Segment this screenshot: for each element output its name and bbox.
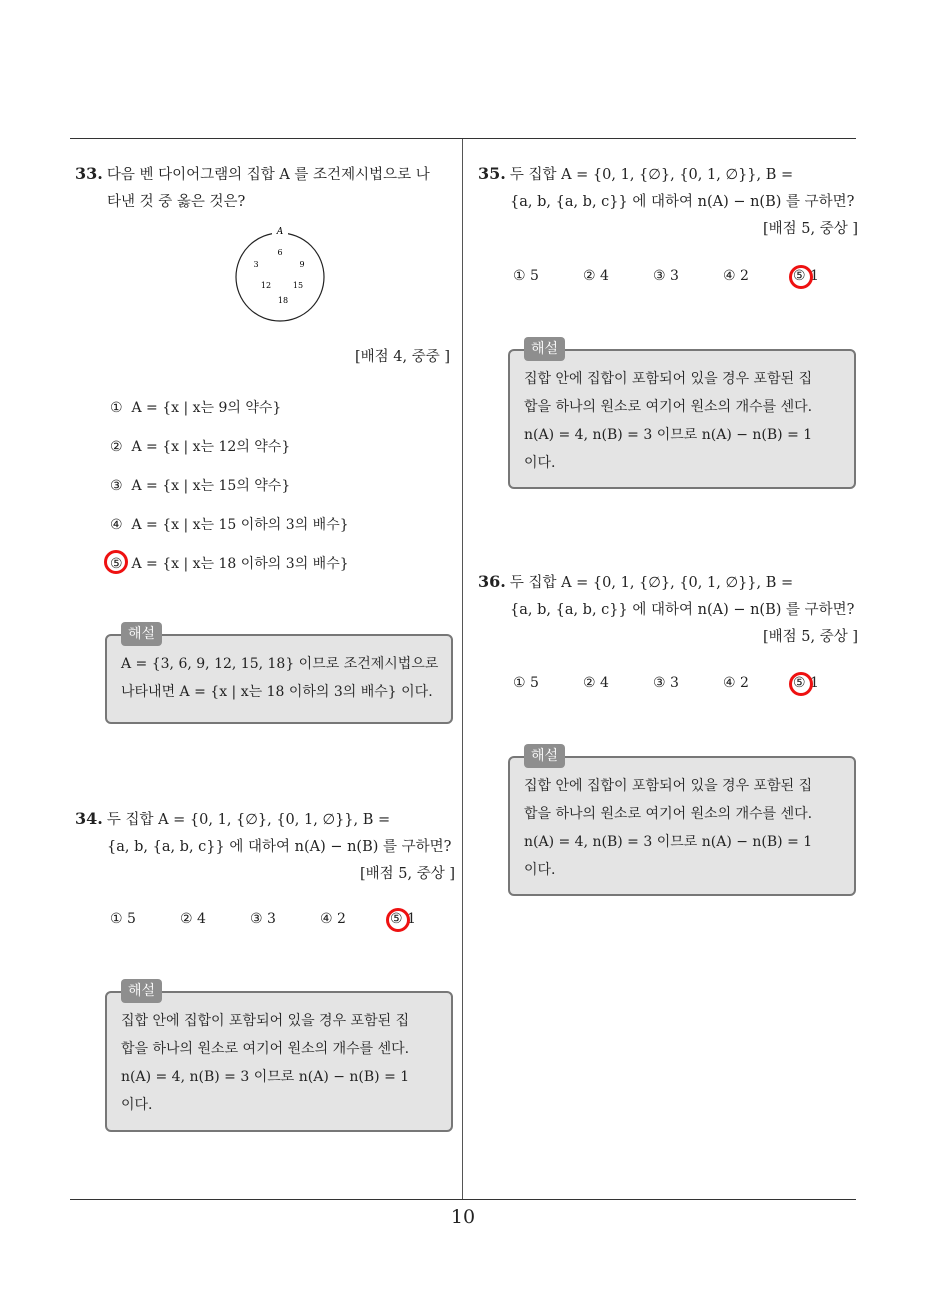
choice-mark: ⑤ [390,911,403,927]
venn-element: 15 [292,281,304,290]
top-rule [70,138,856,139]
choice-2[interactable] [180,911,250,927]
choice-mark: ② [583,675,596,691]
page-number: 10 [450,1206,476,1228]
solution-line: 이다. [524,862,556,878]
choice-mark: ③ [250,911,263,927]
solution-line: 이다. [121,1097,153,1113]
venn-set-circle [236,233,324,321]
choice-4[interactable] [110,515,450,554]
choice-4[interactable] [723,268,793,284]
question-number: 34. [75,809,103,828]
solution-line: 집합 안에 집합이 포함되어 있을 경우 포함된 집 [524,371,813,387]
choice-text: 3 [267,911,276,927]
question-stem-continued: {a, b, {a, b, c}} 에 대하여 n(A) − n(B) 를 구하면? [107,839,452,855]
choice-mark: ① [513,675,526,691]
score-difficulty: [배점 5, 중상 ] [762,221,858,237]
solution-tag: 해설 [524,337,565,361]
solution-box-36 [508,748,856,896]
solution-tag: 해설 [121,622,162,646]
solution-tag: 해설 [121,979,162,1003]
choice-1[interactable] [513,268,583,284]
score-difficulty: [배점 5, 중상 ] [359,866,455,882]
question-number: 33. [75,164,103,183]
solution-box-33 [105,626,453,724]
choice-mark: ④ [723,675,736,691]
choice-mark: ⑤ [793,675,806,691]
answer-circle-mark [104,550,128,574]
choice-mark: ④ [110,517,123,533]
column-divider [462,139,463,1199]
choice-mark: ③ [110,478,123,494]
question-stem: 다음 벤 다이어그램의 집합 A 를 조건제시법으로 나 [106,167,430,183]
choice-mark: ② [180,911,193,927]
venn-element: 9 [299,260,305,269]
choice-mark: ① [110,911,123,927]
choice-4[interactable] [320,911,390,927]
choice-2[interactable] [583,268,653,284]
choice-2[interactable] [110,437,450,476]
solution-line: 집합 안에 집합이 포함되어 있을 경우 포함된 집 [524,778,813,794]
choice-text: 1 [810,268,819,284]
question-stem-continued: {a, b, {a, b, c}} 에 대하여 n(A) − n(B) 를 구하면? [510,194,855,210]
venn-element: 3 [253,260,259,269]
choice-text: A = {x | x는 18 이하의 3의 배수} [131,556,349,572]
choice-1[interactable] [110,398,450,437]
solution-line: n(A) = 4, n(B) = 3 이므로 n(A) − n(B) = 1 [524,427,813,443]
choice-mark: ⑤ [110,556,123,572]
solution-line: n(A) = 4, n(B) = 3 이므로 n(A) − n(B) = 1 [524,834,813,850]
choice-text: 3 [670,268,679,284]
question-stem: 두 집합 A = {0, 1, {∅}, {0, 1, ∅}}, B = [509,167,794,183]
choice-text: 2 [337,911,346,927]
choice-4[interactable] [723,675,793,691]
solution-line: 이다. [524,455,556,471]
choice-mark: ④ [320,911,333,927]
solution-line: 합을 하나의 원소로 여기어 원소의 개수를 센다. [524,806,813,822]
solution-box-35 [508,341,856,489]
question-number: 35. [478,164,506,183]
venn-element: 12 [260,281,272,290]
choice-text: 4 [197,911,206,927]
bottom-rule [70,1199,856,1200]
choice-text: 4 [600,268,609,284]
solution-line: 합을 하나의 원소로 여기어 원소의 개수를 센다. [524,399,813,415]
question-stem-continued: {a, b, {a, b, c}} 에 대하여 n(A) − n(B) 를 구하면? [510,602,855,618]
choice-text: A = {x | x는 12의 약수} [131,439,291,455]
answer-circle-mark [386,908,410,932]
choice-text: A = {x | x는 9의 약수} [131,400,282,416]
solution-line: 합을 하나의 원소로 여기어 원소의 개수를 센다. [121,1041,410,1057]
score-difficulty: [배점 5, 중상 ] [762,629,858,645]
choices-33 [110,398,450,593]
choice-text: A = {x | x는 15의 약수} [131,478,291,494]
question-number: 36. [478,572,506,591]
question-stem-continued: 타낸 것 중 옳은 것은? [107,194,246,210]
venn-diagram [232,225,328,323]
choice-3[interactable] [653,268,723,284]
choice-text: 5 [530,675,539,691]
venn-element: 6 [277,248,283,257]
choice-1[interactable] [110,911,180,927]
choice-5[interactable] [110,554,450,593]
venn-set-label: A [276,227,284,237]
choice-text: A = {x | x는 15 이하의 3의 배수} [131,517,349,533]
solution-tag: 해설 [524,744,565,768]
choice-text: 2 [740,675,749,691]
solution-line: A = {3, 6, 9, 12, 15, 18} 이므로 조건제시법으로 [121,656,439,672]
choice-mark: ② [110,439,123,455]
choice-3[interactable] [250,911,320,927]
question-stem: 두 집합 A = {0, 1, {∅}, {0, 1, ∅}}, B = [509,575,794,591]
question-34 [75,805,455,888]
choice-text: 4 [600,675,609,691]
choice-text: 5 [530,268,539,284]
choice-text: 5 [127,911,136,927]
choice-2[interactable] [583,675,653,691]
choice-mark: ① [513,268,526,284]
choice-3[interactable] [653,675,723,691]
solution-line: 나타내면 A = {x | x는 18 이하의 3의 배수} 이다. [121,684,433,700]
choice-mark: ④ [723,268,736,284]
answer-circle-mark [789,265,813,289]
solution-line: 집합 안에 집합이 포함되어 있을 경우 포함된 집 [121,1013,410,1029]
choice-text: 1 [810,675,819,691]
score-difficulty: [배점 4, 중중 ] [354,349,450,365]
choice-mark: ③ [653,675,666,691]
solution-line: n(A) = 4, n(B) = 3 이므로 n(A) − n(B) = 1 [121,1069,410,1085]
choice-text: 1 [407,911,416,927]
choice-mark: ⑤ [793,268,806,284]
question-33 [75,160,455,216]
choice-mark: ① [110,400,123,416]
question-35 [478,160,858,243]
solution-box-34 [105,983,453,1132]
choice-3[interactable] [110,476,450,515]
choice-text: 3 [670,675,679,691]
venn-element: 18 [277,296,289,305]
choice-1[interactable] [513,675,583,691]
choice-text: 2 [740,268,749,284]
question-33-meta [75,344,450,371]
choice-mark: ③ [653,268,666,284]
question-36 [478,568,858,651]
choice-mark: ② [583,268,596,284]
question-stem: 두 집합 A = {0, 1, {∅}, {0, 1, ∅}}, B = [106,812,391,828]
answer-circle-mark [789,672,813,696]
